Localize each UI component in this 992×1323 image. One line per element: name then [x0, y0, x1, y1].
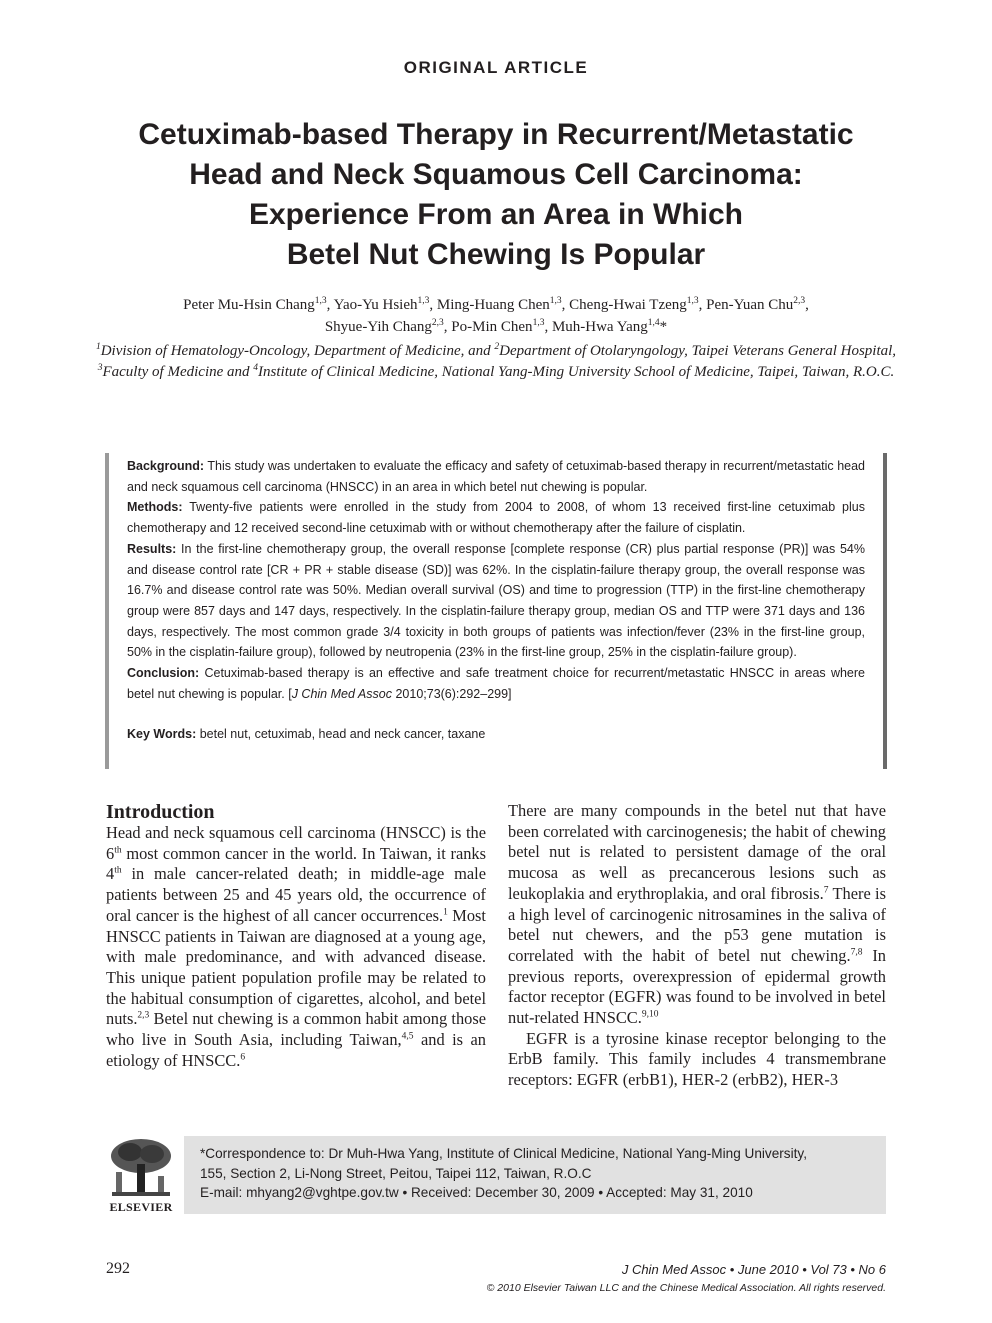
article-type-label: ORIGINAL ARTICLE [403, 58, 589, 77]
affiliation-text: Faculty of Medicine and [102, 364, 254, 380]
citation-ref: 6 [240, 1052, 246, 1063]
text-run: There are many compounds in the betel nut that have been correlated with carcinogenesis; the habit of chewing betel nut is related to persistent damage of the oral mucosa as well as precancerous lesions such as leukoplakia and erythroplakia, and oral fibrosis. [508, 801, 886, 903]
abstract-label: Results: [127, 541, 177, 556]
affiliations [90, 341, 902, 383]
text-run: in male cancer-related death; in middle-age male patients between 25 and 45 years old, the occurrence of oral cancer is the highest of all cancer occurrences. [106, 864, 486, 925]
superscript: th [114, 865, 122, 876]
abstract-text: Twenty-five patients were enrolled in the study from 2004 to 2008, of whom 13 received first-line cetuximab plus chemotherapy and 12 received second-line cetuximab with or without chemotherapy after the failure of cisplatin. [127, 500, 865, 536]
journal-citation: J Chin Med Assoc • June 2010 • Vol 73 • No 6 [621, 1262, 886, 1277]
affiliation-text: Institute of Clinical Medicine, National Yang-Ming University School of Medicine, Taipei, Taiwan, R.O.C. [258, 364, 895, 380]
correspondence-box [184, 1136, 886, 1214]
correspondence-dates: E-mail: mhyang2@vghtpe.gov.tw • Received: December 30, 2009 • Accepted: May 31, 2010 [200, 1185, 753, 1200]
citation-ref: 2,3 [137, 1010, 150, 1021]
author-name: Muh-Hwa Yang [551, 319, 648, 335]
text-run: Most HNSCC patients in Taiwan are diagnosed at a young age, with male predominance, and with advanced disease. This unique patient population profile may be related to the habitual consumption of cigarettes, alcohol, and betel nuts. [106, 905, 486, 1029]
text-run: and is an etiology of HNSCC. [106, 1030, 486, 1070]
author-affiliation-marker: 2,3 [793, 296, 806, 306]
author-affiliation-marker: 1,3 [532, 318, 545, 328]
publisher-logo-text: ELSEVIER [109, 1200, 173, 1214]
tree-icon [106, 1136, 176, 1200]
page-number: 292 [106, 1260, 130, 1277]
body-paragraph [106, 823, 486, 1071]
abstract-results [127, 539, 865, 663]
title-line: Experience From an Area in Which [248, 198, 744, 231]
author-list: Peter Mu-Hsin Chang$^{1,3}$, Yao-Yu Hsieh$^{1,3}$, Ming-Huang Chen$^{1,3}$, Cheng-Hwai Tzeng$^{1,3}$, Pen-Yuan Chu$^{2,3}$, Shyue-Yih Chang$^{2,3}$, Po-Min Chen$^{1,3}$, Muh-Hwa Yang$^{1,4}$* [183, 296, 809, 335]
author-name: Pen-Yuan Chu [706, 297, 794, 313]
title-line: Head and Neck Squamous Cell Carcinoma: [189, 158, 803, 191]
author-affiliation-marker: 1,3 [549, 296, 562, 306]
title-line: Cetuximab-based Therapy in Recurrent/Metastatic [138, 118, 854, 151]
affiliation-marker: 4 [253, 363, 259, 373]
author-affiliation-marker: 1,3 [686, 296, 699, 306]
section-heading: Introduction [106, 801, 215, 823]
body-paragraph: EGFR is a tyrosine kinase receptor belonging to the ErbB family. This family includes 4 transmembrane receptors: EGFR (erbB1), HER-2 (erbB2), HER-3 [508, 1028, 886, 1090]
body-paragraph [508, 801, 886, 1029]
text-run: Head and neck squamous cell carcinoma (HNSCC) is the 6 [106, 823, 486, 863]
abstract-conclusion [127, 663, 865, 704]
corresponding-author-mark: * [659, 319, 668, 335]
abstract-right-rule [883, 453, 887, 769]
author-name: Po-Min Chen [451, 319, 533, 335]
abstract-left-rule [105, 453, 109, 769]
affiliation-marker: 1 [95, 342, 101, 352]
abstract-label: Background: [127, 459, 205, 473]
citation-details: 2010;73(6):292–299] [391, 686, 512, 701]
author-affiliation-marker: 1,4 [647, 318, 660, 328]
citation-ref: 7,8 [850, 947, 863, 958]
author-name: Ming-Huang Chen [436, 297, 550, 313]
citation-ref: 1 [443, 907, 448, 918]
affiliation-text: Department of Otolaryngology, Taipei Veterans General Hospital, [499, 343, 897, 359]
author-name: Shyue-Yih Chang [324, 319, 432, 335]
author-name: Yao-Yu Hsieh [333, 297, 418, 313]
abstract-text: This study was undertaken to evaluate the efficacy and safety of cetuximab-based therapy in recurrent/metastatic head and neck squamous cell carcinoma (HNSCC) in an area in which betel nut chewing is popular. [127, 459, 865, 494]
author-name: Cheng-Hwai Tzeng [569, 297, 687, 313]
abstract-box [105, 453, 887, 769]
author-affiliation-marker: 2,3 [431, 318, 444, 328]
text-run: most common cancer in the world. In Taiwan, it ranks 4 [106, 843, 486, 884]
author-affiliation-marker: 1,3 [417, 296, 430, 306]
copyright-notice: © 2010 Elsevier Taiwan LLC and the Chinese Medical Association. All rights reserved. [486, 1282, 886, 1294]
author-name: Peter Mu-Hsin Chang [183, 297, 315, 313]
article-title [90, 115, 902, 275]
body-column-left [106, 801, 486, 1071]
abstract-text: betel nut, cetuximab, head and neck cancer, taxane [196, 727, 486, 742]
affiliation-text: Division of Hematology-Oncology, Department of Medicine, and [100, 343, 495, 359]
abstract-text: In the first-line chemotherapy group, the overall response [complete response (CR) plus partial response (PR)] was 54% and disease control rate [CR + PR + stable disease (SD)] was 62%. In the cisplatin-failure therapy group, the overall response was 16.7% and disease control rate was 50%. Median overall survival (OS) and time to progression (TTP) in the first-line chemotherapy group were 857 days and 147 days, respectively. In the cisplatin-failure therapy group, median OS and TTP were 371 days and 136 days, respectively. The most common grade 3/4 toxicity in both groups of patients was infection/fever (23% in the first-line group, 50% in the cisplatin-failure group), followed by neutropenia (23% in the first-line group, 25% in the cisplatin-failure group). [127, 541, 865, 660]
correspondence-line: *Correspondence to: Dr Muh-Hwa Yang, Institute of Clinical Medicine, National Yang-Ming University, [200, 1146, 807, 1161]
abstract-keywords [127, 724, 865, 745]
abstract-text: Cetuximab-based therapy is an effective and safe treatment choice for recurrent/metastatic HNSCC in areas where betel nut chewing is popular. [ [127, 666, 865, 701]
abstract-label: Conclusion: [127, 666, 200, 681]
text-run: There is a high level of carcinogenic nitrosamines in the saliva of betel nut chewers, and the p53 gene mutation is correlated with the habit of betel nut chewing. [508, 883, 886, 965]
body-column-right [508, 801, 886, 1091]
citation-journal: J Chin Med Assoc [291, 686, 392, 701]
affiliation-marker: 2 [494, 342, 500, 352]
citation-ref: 9,10 [641, 1009, 659, 1020]
author-affiliation-marker: 1,3 [314, 296, 327, 306]
correspondence-content [200, 1144, 880, 1203]
abstract-content [127, 456, 865, 745]
abstract-label: Methods: [127, 500, 183, 515]
text-run: In previous reports, overexpression of epidermal growth factor receptor (EGFR) was found to be involved in betel nut-related HNSCC. [508, 945, 886, 1028]
abstract-label: Key Words: [127, 727, 197, 742]
affiliation-marker: 3 [97, 363, 103, 373]
citation-ref: 4,5 [401, 1031, 414, 1042]
text-run: Betel nut chewing is a common habit among those who live in South Asia, including Taiwan, [106, 1009, 486, 1050]
citation-ref: 7 [823, 885, 829, 896]
abstract-background [127, 456, 865, 497]
title-line: Betel Nut Chewing Is Popular [286, 238, 706, 271]
superscript: th [114, 845, 122, 856]
abstract-methods [127, 497, 865, 538]
correspondence-address: 155, Section 2, Li-Nong Street, Peitou, Taipei 112, Taiwan, R.O.C [200, 1165, 592, 1181]
